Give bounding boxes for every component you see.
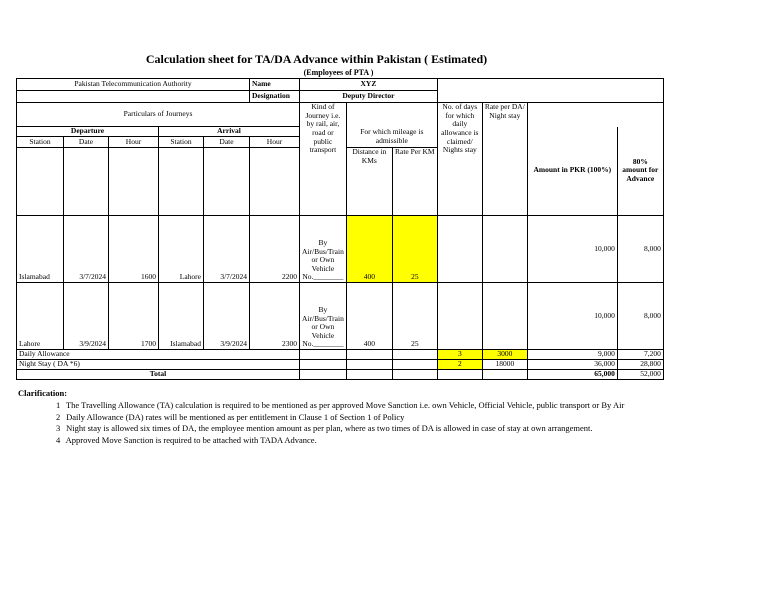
arr-station: Lahore xyxy=(159,216,204,283)
item-number: 3 xyxy=(56,423,61,434)
kind-header: Kind of Journey i.e. by rail, air, road or public transport xyxy=(300,103,347,216)
distance-value: 400 xyxy=(346,216,392,283)
blank-cell xyxy=(392,370,437,380)
arr-hour: 2200 xyxy=(250,216,300,283)
dep-hour: 1600 xyxy=(109,216,159,283)
blank-cell xyxy=(437,216,482,283)
amount-value: 10,000 xyxy=(527,283,617,350)
blank-cell xyxy=(17,148,64,216)
blank-cell xyxy=(482,283,527,350)
mileage-spacer xyxy=(346,103,437,127)
days-value: 2 xyxy=(437,360,482,370)
blank-cell xyxy=(300,360,347,370)
organization-name: Pakistan Telecommunication Authority xyxy=(17,79,250,91)
table-row xyxy=(17,216,664,283)
list-item xyxy=(56,412,624,424)
item-number: 4 xyxy=(56,435,61,446)
dep-station: Islamabad xyxy=(17,216,64,283)
blank-cell xyxy=(482,216,527,283)
amount-spacer xyxy=(527,103,663,127)
rate-da-value: 18000 xyxy=(482,360,527,370)
blank-cell xyxy=(300,350,347,360)
arr-station: Islamabad xyxy=(159,283,204,350)
item-number: 2 xyxy=(56,411,61,422)
blank-cell xyxy=(204,148,250,216)
name-value: XYZ xyxy=(300,79,438,91)
distance-value: 400 xyxy=(346,283,392,350)
item-text: The Travelling Allowance (TA) calculation is required to be mentioned as per approved Move Sanction i.e. own Vehicle, Official Vehicle, public transport or By Air xyxy=(65,400,625,410)
departure-header: Departure xyxy=(17,127,159,137)
amount-value: 10,000 xyxy=(527,216,617,283)
arrival-header: Arrival xyxy=(159,127,300,137)
journey-kind: By Air/Bus/Train or Own Vehicle No.________ xyxy=(300,283,347,350)
designation-value: Deputy Director xyxy=(300,91,438,103)
advance-header: 80% amount for Advance xyxy=(617,127,663,216)
blank-cell xyxy=(392,350,437,360)
blank-cell xyxy=(250,148,300,216)
allowance-label: Night Stay ( DA *6) xyxy=(17,360,300,370)
name-label: Name xyxy=(250,79,300,91)
blank-cell xyxy=(392,360,437,370)
dep-date: 3/7/2024 xyxy=(64,216,109,283)
days-value: 3 xyxy=(437,350,482,360)
dep-hour-header: Hour xyxy=(109,137,159,148)
clarification-section xyxy=(18,388,624,447)
clarification-title: Clarification: xyxy=(18,388,68,398)
rate-km-header: Rate Per KM xyxy=(392,148,437,216)
item-text: Daily Allowance (DA) rates will be mentioned as per entitlement in Clause 1 of Section 1 of Policy xyxy=(66,411,405,422)
header-blank-left xyxy=(17,91,250,103)
advance-value: 28,800 xyxy=(617,360,663,370)
dep-date: 3/9/2024 xyxy=(64,283,109,350)
calculation-table xyxy=(16,78,664,380)
arr-hour-header: Hour xyxy=(250,137,300,148)
blank-cell xyxy=(437,370,482,380)
list-item xyxy=(56,435,624,447)
total-label: Total xyxy=(17,370,300,380)
advance-value: 7,200 xyxy=(617,350,663,360)
item-text: Night stay is allowed six times of DA, the employee mention amount as per plan, where as two times of DA is allowed in case of stay at own arrangement. xyxy=(66,423,593,434)
designation-label: Designation xyxy=(250,91,300,103)
total-advance: 52,000 xyxy=(617,370,663,380)
rate-da-value: 3000 xyxy=(482,350,527,360)
arr-date: 3/9/2024 xyxy=(204,283,250,350)
days-header: No. of days for which daily allowance is claimed/ Nights stay xyxy=(437,103,482,216)
arr-date: 3/7/2024 xyxy=(204,216,250,283)
rate-km-value: 25 xyxy=(392,216,437,283)
blank-cell xyxy=(346,360,392,370)
blank-cell xyxy=(437,283,482,350)
item-number: 1 xyxy=(56,400,61,410)
mileage-header: For which mileage is admissible xyxy=(346,127,437,148)
amount-value: 36,000 xyxy=(527,360,617,370)
blank-cell xyxy=(346,350,392,360)
distance-header: Distance in KMs xyxy=(346,148,392,216)
header-blank-right xyxy=(437,91,663,103)
table-row xyxy=(17,350,664,360)
table-row xyxy=(17,360,664,370)
blank-cell xyxy=(346,370,392,380)
advance-value: 8,000 xyxy=(617,283,663,350)
arr-hour: 2300 xyxy=(250,283,300,350)
table-row xyxy=(17,283,664,350)
advance-value: 8,000 xyxy=(617,216,663,283)
blank-cell xyxy=(64,148,109,216)
journey-kind: By Air/Bus/Train or Own Vehicle No.________ xyxy=(300,216,347,283)
blank-cell xyxy=(109,148,159,216)
dep-station: Lahore xyxy=(17,283,64,350)
rate-da-header: Rate per DA/ Night stay xyxy=(482,103,527,216)
item-text: Approved Move Sanction is required to be attached with TADA Advance. xyxy=(65,435,317,446)
allowance-label: Daily Allowance xyxy=(17,350,300,360)
list-item xyxy=(56,400,624,412)
total-row xyxy=(17,370,664,380)
dep-date-header: Date xyxy=(64,137,109,148)
blank-cell xyxy=(482,370,527,380)
clarification-list xyxy=(18,400,624,447)
list-item xyxy=(56,423,624,435)
sheet-title: Calculation sheet for TA/DA Advance within Pakistan ( Estimated) xyxy=(145,52,488,66)
amount-value: 9,000 xyxy=(527,350,617,360)
blank-cell xyxy=(300,370,347,380)
rate-km-value: 25 xyxy=(392,283,437,350)
dep-hour: 1700 xyxy=(109,283,159,350)
blank-cell xyxy=(159,148,204,216)
header-blank xyxy=(437,79,663,91)
arr-station-header: Station xyxy=(159,137,204,148)
amount-header: Amount in PKR (100%) xyxy=(527,127,617,216)
sheet-subtitle: (Employees of PTA ) xyxy=(303,68,374,77)
total-amount: 65,000 xyxy=(527,370,617,380)
particulars-header: Particulars of Journeys xyxy=(17,103,300,127)
dep-station-header: Station xyxy=(17,137,64,148)
arr-date-header: Date xyxy=(204,137,250,148)
